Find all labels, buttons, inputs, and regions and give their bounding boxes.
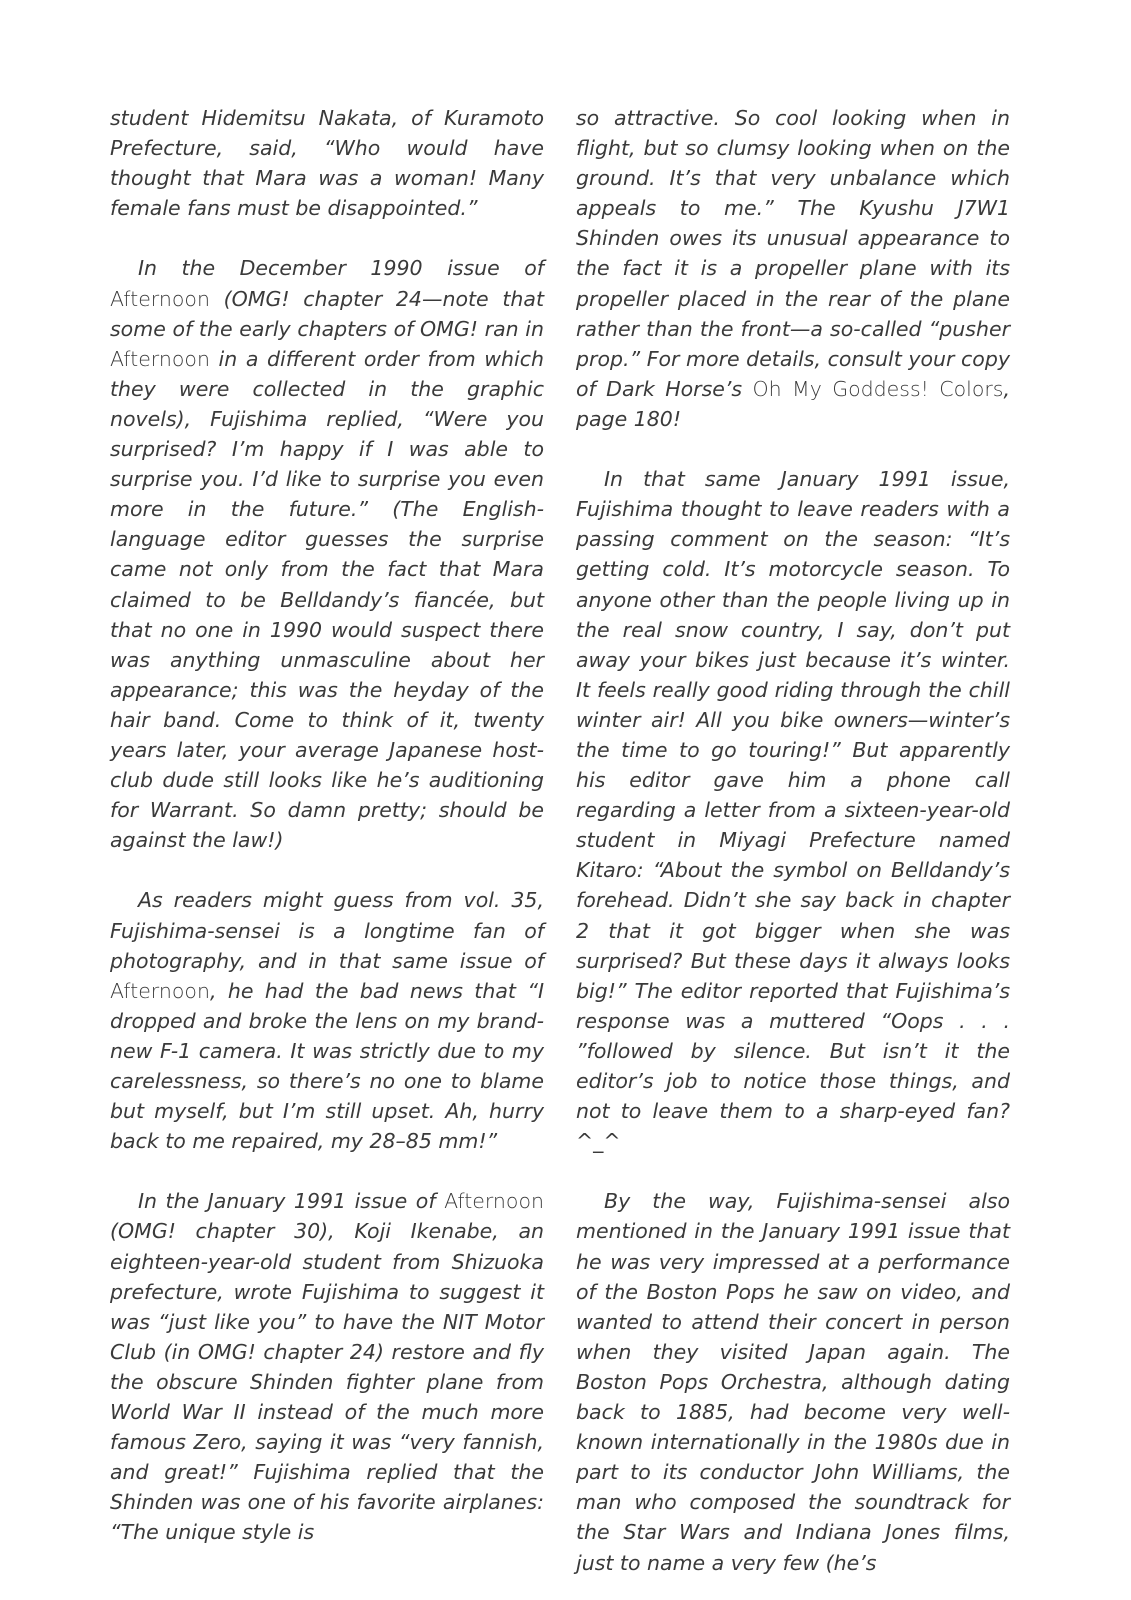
paragraph-text: As readers might guess from vol. 35, Fujishima-sensei is a longtime fan of photography, and in that same issue of (110, 888, 544, 973)
right-column (576, 103, 1010, 1578)
magazine-title: Afternoon (444, 1189, 544, 1214)
paragraph-text: By the way, Fujishima-sensei also mentioned in the January 1991 issue that he was very impressed at a performance of the Boston Pops he saw on video, and wanted to attend their concert in person when they visited Japan again. The Boston Pops Orchestra, although dating back to 1885, had become very well-known internationally in the 1980s due in part to its conductor John Williams, the man who composed the soundtrack for the Star Wars and Indiana Jones films, just to name a very few (he’s (576, 1189, 1010, 1575)
paragraph (576, 464, 1010, 1156)
paragraph-text: in a different order from which they were collected in the graphic novels), Fujishima replied, “Were you surprised? I’m happy if I was able to surprise you. I’d like to surprise you even more in the future.” (The English-language editor guesses the surprise came not only from the fact that Mara claimed to be Belldandy’s fiancée, but that no one in 1990 would suspect there was anything unmasculine about her appearance; this was the heyday of the hair band. Come to think of it, twenty years later, your average Japanese host-club dude still looks like he’s auditioning for Warrant. So damn pretty; should be against the law!) (110, 346, 544, 853)
paragraph-text: (OMG! chapter 24—note that some of the early chapters of OMG! ran in (110, 286, 544, 341)
paragraph-text: In that same January 1991 issue, Fujishima thought to leave readers with a passing comment on the season: “It’s getting cold. It’s motorcycle season. To anyone other than the people living up in the real snow country, I say, don’t put away your bikes just because it’s winter. It feels really good riding through the chill winter air! All you bike owners—winter’s the time to go touring!” But apparently his editor gave him a phone call regarding a letter from a sixteen-year-old student in Miyagi Prefecture named Kitaro: “About the symbol on Belldandy’s forehead. Didn’t she say back in chapter 2 that it got bigger when she was surprised? But these days it always looks big!” The editor reported that Fujishima’s response was a muttered “Oops . . . ”followed by silence. But isn’t it the editor’s job to notice those things, and not to leave them to a sharp-eyed fan? ^_^ (576, 467, 1010, 1154)
paragraph (576, 1186, 1010, 1577)
paragraph (576, 103, 1010, 434)
paragraph-text: (OMG! chapter 30), Koji Ikenabe, an eighteen-year-old student from Shizuoka prefecture, wrote Fujishima to suggest it was “just like you” to have the NIT Motor Club (in OMG! chapter 24) restore and fly the obscure Shinden fighter plane from World War II instead of the much more famous Zero, saying it was “very fannish, and great!” Fujishima replied that the Shinden was one of his favorite airplanes: “The unique style is (110, 1219, 544, 1545)
magazine-title: Afternoon (110, 346, 210, 371)
book-title: Oh My Goddess! Colors (752, 376, 1004, 401)
paragraph-text: student Hidemitsu Nakata, of Kuramoto Prefecture, said, “Who would have thought that Mara was a woman! Many female fans must be disappointed.” (110, 106, 544, 221)
paragraph-text: In the December 1990 issue of (138, 256, 544, 281)
left-column (110, 103, 544, 1548)
paragraph (110, 1186, 544, 1547)
magazine-title: Afternoon (110, 978, 210, 1003)
paragraph (110, 103, 544, 223)
paragraph-text: , page 180! (576, 376, 1010, 431)
paragraph-text: so attractive. So cool looking when in flight, but so clumsy looking when on the ground. It’s that very unbalance which appeals to me.” The Kyushu J7W1 Shinden owes its unusual appearance to the fact it is a propeller plane with its propeller placed in the rear of the plane rather than the front—a so-called “pusher prop.” For more details, consult your copy of Dark Horse’s (576, 106, 1010, 401)
paragraph (110, 885, 544, 1156)
paragraph (110, 253, 544, 855)
paragraph-text: In the January 1991 issue of (138, 1189, 445, 1214)
paragraph-text: , he had the bad news that “I dropped and broke the lens on my brand-new F-1 camera. It was strictly due to my carelessness, so there’s no one to blame but myself, but I’m still upset. Ah, hurry back to me repaired, my 28–85 mm!” (110, 978, 544, 1154)
magazine-title: Afternoon (110, 286, 210, 311)
